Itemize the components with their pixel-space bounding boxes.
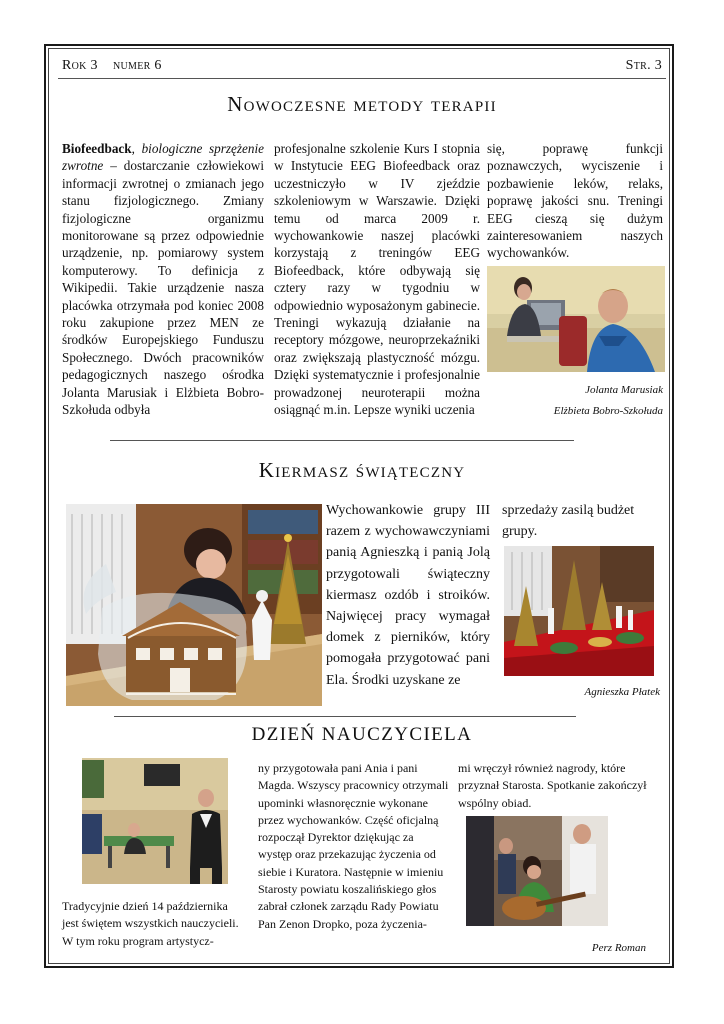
article-title-therapy: Nowoczesne metody terapii [227, 92, 497, 116]
article2-text-1: Wychowankowie grupy III razem z wychowawczyniami panią Agnieszką i panią Jolą przygotowali świąteczny kiermasz ozdób i stroików. Najwięcej pracy wymagał domek z pierników, który pomogała przygotować pani Ela. Środki uzyskane ze [326, 503, 490, 688]
term-biofeedback: Biofeedback [62, 141, 132, 156]
photo-gingerbread-house [66, 504, 322, 706]
caption-teachers-day: Perz Roman [591, 942, 646, 954]
term-definition: biologiczne sprzężenie zwrotne [62, 141, 264, 174]
article3-text-1: Tradycyjnie dzień 14 października jest świętem wszystkich nauczycieli. W tym roku program artystycz- [62, 899, 239, 948]
article2-column-3 [502, 500, 664, 542]
term-separator: , [131, 141, 142, 156]
article1-text-1: – dostarczanie człowiekowi informacji zwrotnej o zmianach jego stanu fizjologicznego. Zmiany fizjologiczne organizmu monitorowane są przez odpowiednie urządzenie, np. pomiarowy system komputerowy. To definicja z Wikipedii. Takie urządzenie nasza placówka otrzymała pod koniec 2008 roku zakupione przez MEN ze środków Europejskiego Funduszu Społecznego. Dwóch pracowników pedagogicznych naszego ośrodka Jolanta Marusiak i Elżbieta Bobro-Szkołuda odbyła [62, 158, 264, 418]
header-rule [58, 78, 666, 79]
article3-column-3 [458, 760, 654, 812]
article3-text-2: ny przygotowała pani Ania i pani Magda. Wszyscy pracownicy otrzymali upominki własnoręcznie wykonane przez wychowanków. Część oficjalną rozpoczął Dyrektor dziękując za występ oraz przekazując życzenia od siebie i Kuratora. Następnie w imieniu Starosty powiatu koszalińskiego głos zabrał członek zarządu Rady Powiatu Pan Zenon Dropko, poza życzenia- [258, 761, 449, 931]
caption-fair: Agnieszka Płatek [584, 686, 660, 698]
article-title-teachers-day: DZIEŃ NAUCZYCIELA [251, 724, 473, 745]
section-divider-1 [110, 440, 574, 441]
photo-teachers-day-speech [82, 758, 228, 884]
article1-column-2 [274, 140, 480, 419]
article3-column-1 [62, 898, 246, 950]
article1-column-1 [62, 140, 264, 419]
caption-name-2: Elżbieta Bobro-Szkołuda [553, 405, 663, 417]
photo-teachers-day-guitar [466, 816, 608, 926]
issue-label: Rok 3 numer 6 [62, 58, 162, 73]
article1-text-2: profesjonalne szkolenie Kurs I stopnia w Instytucie EEG Biofeedback oraz uczestniczyło w IV zjeździe szkoleniowym w Warszawie. Dzięki temu od marca 2009 r. wychowankowie naszej placówki korzystają z treningów EEG Biofeedback, które odbywają się cztery razy w tygodniu w odpowiednio wyposażonym gabinecie. Treningi wykazują działanie na receptory mózgowe, neuroprzekaźniki oraz zwiększają plastyczność mózgu. Dzięki systematycznie i profesjonalnie prowadzonej neuroterapii można osiągnąć m.in. Lepsze wyniki uczenia [274, 141, 480, 418]
caption-name-1: Jolanta Marusiak [585, 384, 663, 396]
photo-eeg-training [487, 266, 665, 372]
article1-column-3 [487, 140, 663, 262]
photo-fair-table [504, 546, 654, 676]
article1-text-3: się, poprawę funkcji poznawczych, wyciszenie i pozbawienie leków, relaks, poprawę jakości snu. Treningi EEG cieszą się dużym zainteresowaniem naszych wychowanków. [487, 141, 663, 261]
article2-text-2: sprzedaży zasilą budżet grupy. [502, 503, 635, 540]
article3-column-2 [258, 760, 450, 933]
article2-column-2 [326, 500, 490, 691]
page-number: Str. 3 [625, 58, 662, 73]
section-divider-2 [114, 716, 576, 717]
article3-text-3: mi wręczył również nagrody, które przyznał Starosta. Spotkanie zakończył wspólny obiad. [458, 761, 647, 810]
article-title-fair: Kiermasz świąteczny [258, 458, 466, 482]
